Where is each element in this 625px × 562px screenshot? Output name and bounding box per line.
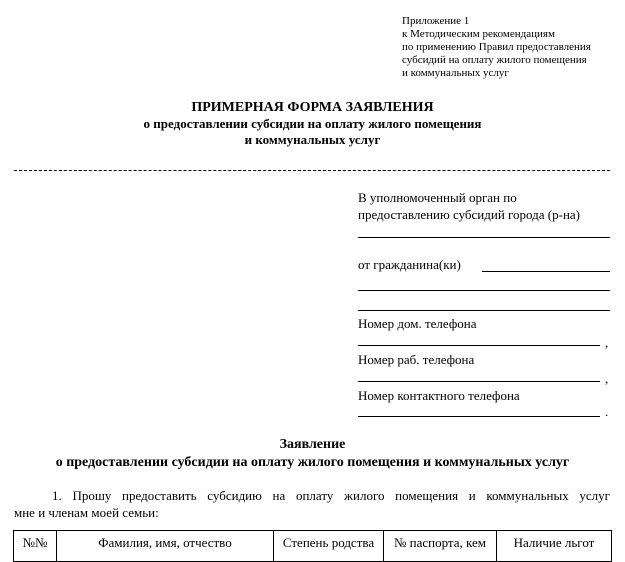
col-passport-header: № паспорта, кем	[384, 531, 497, 562]
statement-title-block	[0, 436, 625, 472]
recipient-blank-line[interactable]	[358, 237, 610, 238]
citizen-name-line[interactable]	[482, 271, 610, 272]
appendix-line: и коммунальных услуг	[402, 67, 509, 79]
work-phone-line[interactable]	[358, 381, 600, 382]
paragraph-line1: 1. Прошу предоставить субсидию на оплату жилого помещения и коммунальных услуг	[52, 488, 610, 503]
home-phone-line[interactable]	[358, 345, 600, 346]
table-header-row	[14, 531, 612, 562]
contact-phone-label: Номер контактного телефона	[358, 388, 520, 403]
form-subtitle-line2: и коммунальных услуг	[244, 132, 381, 147]
appendix-note	[402, 15, 591, 80]
contact-phone-line[interactable]	[358, 416, 600, 417]
appendix-line: субсидий на оплату жилого помещения	[402, 54, 587, 66]
col-name-header: Фамилия, имя, отчество	[57, 531, 274, 562]
form-subtitle-line1: о предоставлении субсидии на оплату жилого помещения	[143, 116, 482, 131]
statement-title: Заявление	[279, 437, 346, 452]
work-phone-comma: ,	[605, 371, 609, 386]
appendix-line: к Методическим рекомендациям	[402, 28, 555, 40]
home-phone-comma: ,	[605, 335, 609, 350]
recipient-line2: предоставлению субсидий города (р-на)	[358, 207, 581, 222]
home-phone-label: Номер дом. телефона	[358, 316, 477, 331]
form-title-block	[0, 100, 625, 148]
appendix-line: Приложение 1	[402, 15, 470, 27]
statement-paragraph	[14, 487, 610, 521]
paragraph-line2: мне и членам моей семьи:	[14, 505, 159, 520]
statement-subtitle: о предоставлении субсидии на оплату жилого помещения и коммунальных услуг	[55, 455, 570, 470]
form-title: ПРИМЕРНАЯ ФОРМА ЗАЯВЛЕНИЯ	[191, 100, 434, 115]
col-relation-header: Степень родства	[274, 531, 384, 562]
contact-phone-period: .	[605, 404, 609, 419]
from-citizen-label: от гражданина(ки)	[358, 257, 461, 272]
col-benefits-header: Наличие льгот	[497, 531, 612, 562]
citizen-name-line-2[interactable]	[358, 290, 610, 291]
appendix-line: по применению Правил предоставления	[402, 41, 591, 53]
col-number-header: №№	[14, 531, 57, 562]
family-members-table	[13, 530, 612, 562]
citizen-name-line-3[interactable]	[358, 310, 610, 311]
work-phone-label: Номер раб. телефона	[358, 352, 475, 367]
dashed-separator	[14, 170, 610, 171]
recipient-line1: В уполномоченный орган по	[358, 190, 517, 205]
